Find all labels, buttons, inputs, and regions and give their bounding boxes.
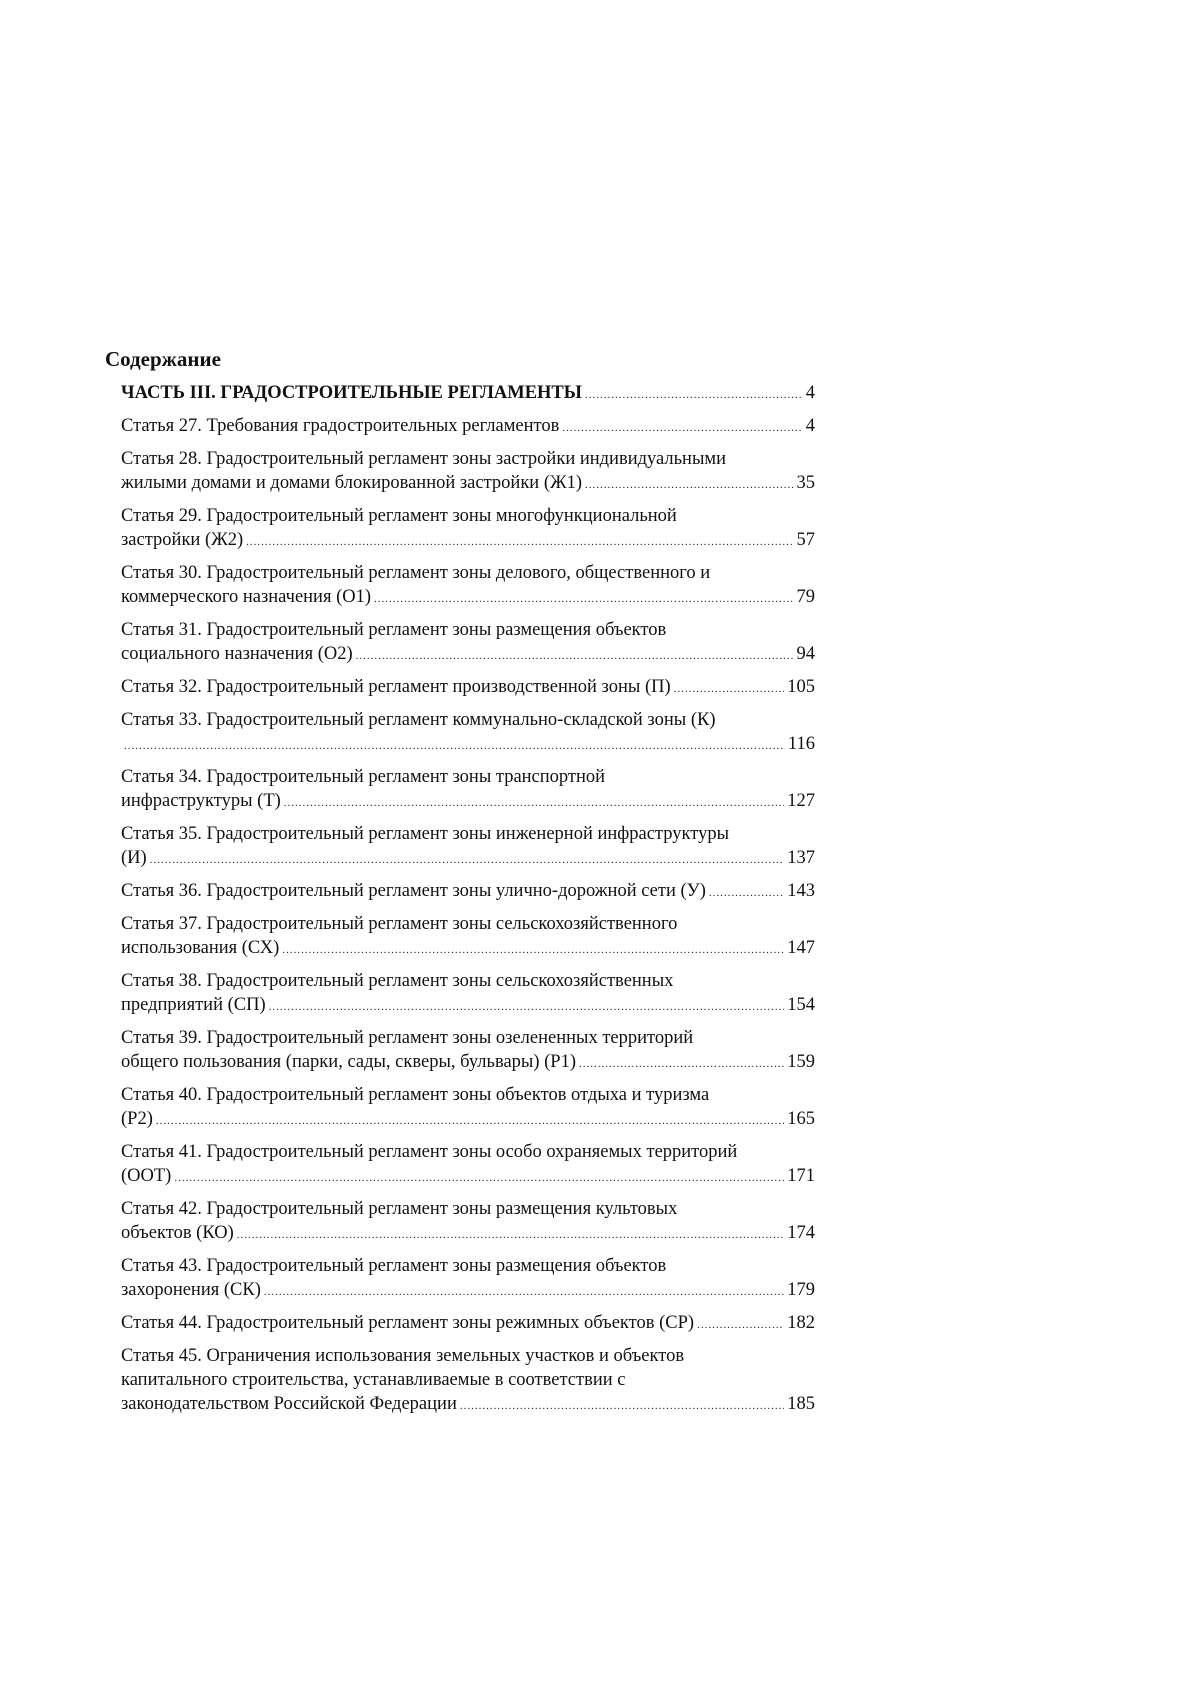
- toc-entry-text: Статья 39. Градостроительный регламент зоны озелененных территорий: [121, 1028, 694, 1048]
- toc-entry[interactable]: [121, 765, 815, 815]
- toc-page-number: 94: [796, 644, 815, 664]
- toc-page-number: 154: [787, 995, 815, 1015]
- toc-leader-row: [121, 1107, 815, 1133]
- toc-entry[interactable]: [121, 675, 815, 701]
- toc-entry-text: (Р2): [121, 1109, 153, 1129]
- toc-entry-text: Статья 42. Градостроительный регламент зоны размещения культовых: [121, 1199, 678, 1219]
- toc-entry[interactable]: [121, 822, 815, 872]
- dot-leader: [585, 381, 803, 407]
- toc-entry-text: предприятий (СП): [121, 995, 266, 1015]
- toc-entry-text: Статья 40. Градостроительный регламент зоны объектов отдыха и туризма: [121, 1085, 710, 1105]
- toc-page-number: 179: [787, 1280, 815, 1300]
- dot-leader: [269, 993, 785, 1019]
- toc-leader-row: [121, 1164, 815, 1190]
- toc-leader-row: [121, 789, 815, 815]
- toc-entry[interactable]: [121, 1197, 815, 1247]
- table-of-contents: [121, 381, 815, 1425]
- toc-entry-text: (ООТ): [121, 1166, 172, 1186]
- toc-page-number: 116: [787, 734, 815, 754]
- dot-leader: [284, 789, 784, 815]
- toc-entry[interactable]: [121, 381, 815, 407]
- dot-leader: [579, 1050, 784, 1076]
- toc-leader-row: [121, 675, 815, 701]
- dot-leader: [150, 846, 785, 872]
- toc-leader-row: [121, 471, 815, 497]
- toc-page-number: 127: [787, 791, 815, 811]
- toc-entry-text: Статья 30. Градостроительный регламент зоны делового, общественного и: [121, 563, 711, 583]
- toc-entry-text: использования (СХ): [121, 938, 280, 958]
- toc-entry[interactable]: [121, 1344, 815, 1418]
- dot-leader: [374, 585, 793, 611]
- toc-leader-row: [121, 1221, 815, 1247]
- toc-leader-row: [121, 1311, 815, 1337]
- toc-entry[interactable]: [121, 1083, 815, 1133]
- toc-entry-text: Статья 29. Градостроительный регламент зоны многофункциональной: [121, 506, 677, 526]
- toc-entry-text: захоронения (СК): [121, 1280, 261, 1300]
- toc-heading: Содержание: [105, 347, 221, 371]
- toc-entry[interactable]: [121, 912, 815, 962]
- dot-leader: [174, 1164, 784, 1190]
- toc-entry[interactable]: [121, 1311, 815, 1337]
- toc-leader-row: [121, 1278, 815, 1304]
- toc-entry[interactable]: [121, 504, 815, 554]
- toc-leader-row: [121, 732, 815, 758]
- dot-leader: [709, 879, 784, 905]
- toc-page-number: 105: [787, 677, 815, 697]
- toc-entry-text: застройки (Ж2): [121, 530, 244, 550]
- dot-leader: [282, 936, 784, 962]
- toc-entry-text: коммерческого назначения (О1): [121, 587, 372, 607]
- dot-leader: [237, 1221, 785, 1247]
- dot-leader: [460, 1392, 784, 1418]
- toc-entry[interactable]: [121, 969, 815, 1019]
- toc-entry-text: (И): [121, 848, 147, 868]
- toc-entry-text: инфраструктуры (Т): [121, 791, 281, 811]
- toc-entry[interactable]: [121, 447, 815, 497]
- toc-entry-text: Статья 41. Градостроительный регламент зоны особо охраняемых территорий: [121, 1142, 738, 1162]
- dot-leader: [124, 732, 785, 758]
- toc-entry-text: Статья 45. Ограничения использования земельных участков и объектов: [121, 1346, 685, 1366]
- toc-leader-row: [121, 585, 815, 611]
- toc-page-number: 4: [805, 416, 815, 436]
- toc-page-number: 57: [796, 530, 815, 550]
- toc-entry-text: Статья 35. Градостроительный регламент зоны инженерной инфраструктуры: [121, 824, 730, 844]
- toc-page-number: 147: [787, 938, 815, 958]
- toc-entry[interactable]: [121, 879, 815, 905]
- dot-leader: [697, 1311, 784, 1337]
- toc-entry[interactable]: [121, 618, 815, 668]
- toc-leader-row: [121, 642, 815, 668]
- toc-entry-text: жилыми домами и домами блокированной застройки (Ж1): [121, 473, 582, 493]
- toc-page-number: 165: [787, 1109, 815, 1129]
- toc-entry-text: Статья 31. Градостроительный регламент зоны размещения объектов: [121, 620, 667, 640]
- toc-entry-text: Статья 44. Градостроительный регламент зоны режимных объектов (СР): [121, 1313, 695, 1333]
- dot-leader: [674, 675, 785, 701]
- toc-entry[interactable]: [121, 561, 815, 611]
- toc-page-number: 35: [796, 473, 815, 493]
- toc-page-number: 4: [805, 383, 815, 403]
- toc-leader-row: [121, 1050, 815, 1076]
- toc-entry-text: Статья 36. Градостроительный регламент зоны улично-дорожной сети (У): [121, 881, 706, 901]
- toc-entry-text: Статья 27. Требования градостроительных регламентов: [121, 416, 560, 436]
- toc-page-number: 79: [796, 587, 815, 607]
- dot-leader: [246, 528, 793, 554]
- toc-page-number: 159: [787, 1052, 815, 1072]
- toc-entry-text: Статья 38. Градостроительный регламент зоны сельскохозяйственных: [121, 971, 674, 991]
- toc-page-number: 174: [787, 1223, 815, 1243]
- dot-leader: [264, 1278, 784, 1304]
- toc-page-number: 137: [787, 848, 815, 868]
- toc-entry[interactable]: [121, 1254, 815, 1304]
- toc-entry[interactable]: [121, 708, 815, 758]
- toc-page-number: 143: [787, 881, 815, 901]
- toc-entry-text: ЧАСТЬ III. ГРАДОСТРОИТЕЛЬНЫЕ РЕГЛАМЕНТЫ: [121, 383, 582, 403]
- toc-leader-row: [121, 528, 815, 554]
- toc-entry[interactable]: [121, 1026, 815, 1076]
- dot-leader: [156, 1107, 784, 1133]
- toc-page-number: 185: [787, 1394, 815, 1414]
- toc-entry-text: Статья 37. Градостроительный регламент зоны сельскохозяйственного: [121, 914, 678, 934]
- toc-entry-text: Статья 34. Градостроительный регламент зоны транспортной: [121, 767, 606, 787]
- toc-entry-text: Статья 43. Градостроительный регламент зоны размещения объектов: [121, 1256, 667, 1276]
- toc-leader-row: [121, 879, 815, 905]
- toc-entry-text: Статья 32. Градостроительный регламент производственной зоны (П): [121, 677, 671, 697]
- toc-entry-text: капитального строительства, устанавливаемые в соответствии с: [121, 1370, 626, 1390]
- toc-entry-text: Статья 28. Градостроительный регламент зоны застройки индивидуальными: [121, 449, 726, 469]
- toc-page-number: 182: [787, 1313, 815, 1333]
- toc-leader-row: [121, 381, 815, 407]
- toc-entry[interactable]: [121, 1140, 815, 1190]
- toc-entry-text: объектов (КО): [121, 1223, 234, 1243]
- dot-leader: [585, 471, 794, 497]
- toc-page-number: 171: [787, 1166, 815, 1186]
- toc-entry-text: социального назначения (О2): [121, 644, 353, 664]
- toc-entry-text: Статья 33. Градостроительный регламент коммунально-складской зоны (К): [121, 710, 716, 730]
- toc-leader-row: [121, 936, 815, 962]
- toc-leader-row: [121, 993, 815, 1019]
- toc-entry-text: законодательством Российской Федерации: [121, 1394, 457, 1414]
- toc-leader-row: [121, 414, 815, 440]
- dot-leader: [562, 414, 802, 440]
- toc-entry[interactable]: [121, 414, 815, 440]
- dot-leader: [356, 642, 794, 668]
- toc-leader-row: [121, 1392, 815, 1418]
- toc-entry-text: общего пользования (парки, сады, скверы, бульвары) (Р1): [121, 1052, 576, 1072]
- toc-leader-row: [121, 846, 815, 872]
